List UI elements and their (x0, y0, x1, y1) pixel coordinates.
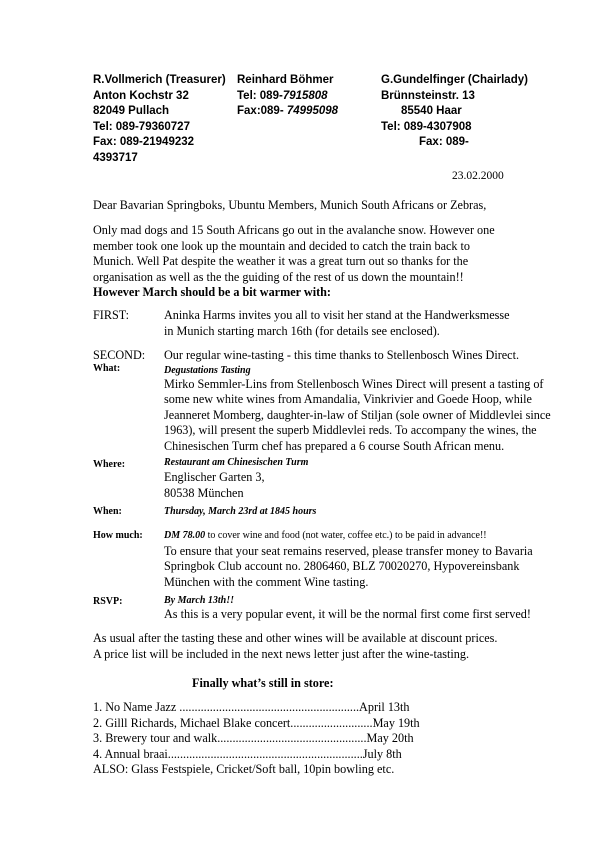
secretary-fax (237, 104, 338, 120)
venue-name: Restaurant am Chinesischen Turm (164, 457, 309, 468)
event-item: 3. Brewery tour and walk.................................................May 20th (93, 731, 414, 745)
event-item-also: ALSO: Glass Festspiele, Cricket/Soft ball, 10pin bowling etc. (93, 762, 395, 776)
intro-line: Munich. Well Pat despite the weather it was a great turn out so thanks for the (93, 254, 469, 268)
rsvp-line: As this is a very popular event, it will be the normal first come first served! (164, 607, 531, 621)
how-much-content (164, 528, 564, 590)
chair-contact-block (381, 73, 528, 151)
upcoming-events-list (93, 700, 420, 778)
what-label: What: (93, 363, 121, 374)
payment-line: München with the comment Wine tasting. (164, 574, 369, 589)
second-line: some new white wines from Amandalia, Vinkrivier and Goede Hoop, while (164, 392, 532, 406)
upcoming-events-heading: Finally what’s still in store: (192, 676, 334, 690)
price-note: to cover wine and food (not water, coffee etc.) to be paid in advance!! (205, 530, 487, 541)
payment-line: To ensure that your seat remains reserved, please transfer money to Bavaria (164, 543, 533, 558)
chair-fax: Fax: 089- (419, 136, 469, 148)
first-line: Aninka Harms invites you all to visit her stand at the Handwerksmesse (164, 308, 510, 322)
payment-line: Springbok Club account no. 2806460, BLZ 70020270, Hypovereinsbank (164, 559, 520, 573)
when-content (164, 504, 564, 520)
secretary-fax-label: Fax:089- (237, 105, 287, 117)
first-label: FIRST: (93, 308, 129, 322)
secretary-name: Reinhard Böhmer (237, 74, 334, 86)
treasurer-fax-continued: 4393717 (93, 151, 138, 164)
intro-bold-line: However March should be a bit warmer with: (93, 285, 331, 299)
closing-paragraph (93, 631, 497, 663)
treasurer-contact-block (93, 73, 226, 166)
event-item: 2. Gilll Richards, Michael Blake concert...........................May 19th (93, 715, 420, 730)
second-label: SECOND: (93, 348, 146, 362)
second-content (164, 348, 564, 454)
rsvp-content (164, 594, 564, 623)
venue-street: Englischer Garten 3, (164, 470, 265, 484)
price-line (164, 528, 564, 544)
intro-line: organisation as well as the the guiding of the rest of us down the mountain!! (93, 269, 464, 284)
price-value: DM 78.00 (164, 530, 206, 541)
secretary-tel-number: 7915808 (282, 89, 328, 102)
treasurer-street: Anton Kochstr 32 (93, 89, 189, 102)
closing-line: As usual after the tasting these and other wines will be available at discount prices. (93, 631, 498, 645)
first-line: in Munich starting march 16th (for details see enclosed). (164, 323, 440, 338)
secretary-fax-number: 74995098 (286, 105, 339, 117)
when-value: Thursday, March 23rd at 1845 hours (164, 506, 317, 517)
chair-city: 85540 Haar (401, 105, 462, 117)
second-line: Chinesischen Turm chef has prepared a 6 course South African menu. (164, 438, 505, 453)
closing-line: A price list will be included in the next news letter just after the wine-tasting. (93, 647, 470, 661)
secretary-contact-block (237, 73, 338, 120)
first-content (164, 308, 564, 339)
treasurer-fax: Fax: 089-21949232 (93, 136, 195, 148)
secretary-tel-label: Tel: 089- (237, 89, 283, 102)
intro-line: member took one look up the mountain and decided to catch the train back to (93, 238, 471, 253)
event-item: 1. No Name Jazz ...........................................................April 13th (93, 700, 410, 714)
chair-street: Brünnsteinstr. 13 (381, 89, 475, 102)
event-item: 4. Annual braai................................................................July 8th (93, 746, 402, 761)
treasurer-tel: Tel: 089-79360727 (93, 120, 190, 133)
treasurer-city: 82049 Pullach (93, 105, 170, 117)
intro-paragraph (93, 223, 513, 301)
second-subtitle: Degustations Tasting (164, 364, 251, 376)
where-content (164, 456, 564, 501)
secretary-tel (237, 89, 338, 105)
venue-city: 80538 München (164, 485, 244, 500)
rsvp-deadline: By March 13th!! (164, 595, 235, 606)
chair-tel: Tel: 089-4307908 (381, 120, 472, 133)
chair-name: G.Gundelfinger (Chairlady) (381, 74, 528, 86)
how-much-label: How much: (93, 530, 143, 541)
treasurer-name: R.Vollmerich (Treasurer) (93, 74, 226, 86)
intro-line: Only mad dogs and 15 South Africans go out in the avalanche snow. However one (93, 223, 495, 237)
second-line: 1963), will present the superb Middlevlei reds. To accompany the wines, the (164, 423, 537, 437)
rsvp-label: RSVP: (93, 596, 123, 607)
when-label: When: (93, 506, 122, 517)
second-line: Our regular wine-tasting - this time thanks to Stellenbosch Wines Direct. (164, 348, 520, 362)
second-line: Jeanneret Momberg, daughter-in-law of Stiljan (sole owner of Middlevlei since (164, 407, 551, 422)
second-line: Mirko Semmler-Lins from Stellenbosch Wines Direct will present a tasting of (164, 376, 544, 391)
salutation: Dear Bavarian Springboks, Ubuntu Members, Munich South Africans or Zebras, (93, 198, 487, 212)
letter-date: 23.02.2000 (452, 170, 504, 182)
where-label: Where: (93, 459, 126, 470)
